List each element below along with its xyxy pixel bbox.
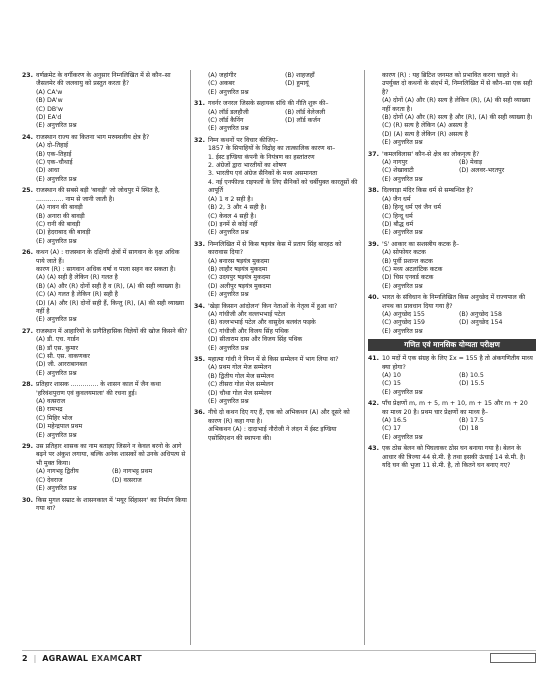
option-item: (C) शेखावाटी: [382, 167, 414, 175]
question-header: [22, 249, 188, 266]
option-item: (C) 17: [382, 425, 401, 433]
option-row: [382, 425, 536, 433]
question-number: 29.: [22, 443, 33, 451]
option-item: (D) लॉर्ड कर्जन: [285, 117, 321, 125]
option-item: (A) अनुच्छेद 155: [382, 310, 425, 318]
question-text: महात्मा गांधी ने निम्न में से किस सम्मेलन में भाग लिया था?: [208, 356, 339, 363]
options-list: [382, 372, 536, 397]
options-list: [382, 159, 536, 184]
question-header: [22, 328, 188, 336]
option-item: (B) हिन्दू धर्म एवं जैन धर्म: [382, 204, 441, 212]
option-item: (E) अनुत्तरित प्रश्न: [36, 237, 77, 245]
option-row: [208, 109, 362, 117]
question-text: कारण (R) : यह ब्रिटिश जनमत को प्रभावित करना चाहते थे।: [382, 72, 518, 79]
option-item: (D) हेदराबाद की बावड़ी: [36, 229, 91, 237]
option-item: (A) नावन की बावड़ी: [36, 204, 83, 212]
option-item: (B) (A) और (R) दोनों सही है व (R), (A) की सही व्याख्या है।: [36, 282, 181, 290]
option-item: (A) प्रथम गोल मेज सम्मेलन: [208, 364, 272, 372]
option-item: (E) अनुत्तरित प्रश्न: [36, 369, 77, 377]
question: [22, 381, 188, 440]
question-header: [22, 381, 188, 398]
footer-badge-icon: [490, 653, 536, 663]
option-item: (C) (R) सत्य है लेकिन (A) असत्य है: [382, 122, 468, 130]
option-item: (B) लाहौर षड़यंत्र मुकदमा: [208, 265, 268, 273]
options-list: [208, 258, 362, 300]
option-item: (E) अनुत्तरित प्रश्न: [382, 327, 423, 335]
option-item: (B) नागभट्ट प्रथम: [112, 468, 153, 476]
option-item: (C) तीसरा गोल मेज सम्मेलन: [208, 381, 274, 389]
option-item: (D) 15.5: [459, 380, 485, 388]
option-item: (B) दोनों (A) और (R) सत्य है और (R), (A) की सही व्याख्या है।: [382, 114, 533, 122]
option-item: (E) अनुत्तरित प्रश्न: [382, 282, 423, 290]
question-text: 'S' आकार का सशस्त्रीय कटक है–: [382, 240, 460, 248]
question: [22, 443, 188, 493]
question-header: [194, 303, 362, 311]
option-item: (A) लॉर्ड डलहौजी: [208, 108, 249, 116]
question: [368, 72, 536, 148]
options-list: [36, 398, 188, 440]
question-text: किस मुगल सम्राट के शासनकाल में 'मयूर सिंहासन' का निर्माण किया गया था?: [36, 496, 187, 512]
option-row: [382, 372, 536, 380]
option-item: (C) हिन्दू धर्म: [382, 212, 413, 220]
option-item: (E) अनुत्तरित प्रश्न: [36, 485, 77, 493]
option-item: (C) रानी की बावड़ी: [36, 220, 81, 228]
question: [368, 294, 536, 336]
option-item: (C) सी. एस. वाकणकर: [36, 353, 90, 360]
option-item: (A) दोनों (A) और (R) सत्य है लेकिन (R), (A) की सही व्याख्या नहीं करता है।: [382, 97, 531, 113]
question-paragraph: अभिकथन (A) : दादाभाई नौरोजी ने लंदन में ईस्ट इण्डिया एसोसिएशन की स्थापना की।: [208, 426, 337, 442]
option-item: (C) DB'w: [36, 105, 63, 113]
question-number: 42.: [368, 400, 379, 408]
question-number: 36.: [194, 409, 205, 417]
column-right: [368, 72, 536, 473]
column-divider: [190, 70, 191, 645]
question: [22, 249, 188, 325]
question-number: 24.: [22, 133, 33, 141]
question-number: 43.: [368, 445, 379, 453]
option-item: (D) चौथा गोल मेज सम्मेलन: [208, 389, 272, 397]
option-item: (E) अनुत्तरित प्रश्न: [382, 388, 423, 396]
question-text: 'कमलविलास' कौन-से क्षेत्र का लोकनृत्य है?: [382, 150, 480, 158]
question: [194, 409, 362, 443]
option-item: (C) 15: [382, 380, 401, 388]
options-list: [382, 311, 536, 336]
question-number: 40.: [368, 294, 379, 302]
options-list: [208, 154, 362, 238]
question-header: [368, 151, 536, 159]
question-header: [194, 409, 362, 426]
option-item: (D) अलीपुर षड़यंत्र मुकदमा: [208, 282, 271, 290]
question-header: [368, 241, 536, 249]
option-item: 2. अंग्रेजों द्वारा भारतीयों का शोषण: [208, 162, 287, 170]
options-list: [208, 109, 362, 134]
option-item: (A) वत्सराज: [36, 398, 66, 406]
option-item: (A) CA'w: [36, 88, 63, 96]
question-number: [368, 72, 382, 80]
option-item: (B) द्वितीय गोल मेज सम्मेलन: [208, 372, 274, 380]
option-item: (A) नागपुर: [382, 159, 408, 167]
section-title: गणित एवं मानसिक योग्यता परीक्षण: [368, 339, 536, 351]
option-item: (A) गांधीजी और वल्लभभाई पटेल: [208, 310, 286, 318]
option-item: (B) एक–तिहाई: [36, 150, 72, 158]
option-item: (C) देवराज: [36, 476, 63, 484]
question-header: [368, 187, 536, 195]
question: [194, 72, 362, 97]
option-item: (D) हुमायूं: [285, 80, 309, 88]
option-item: (D) 18: [459, 425, 479, 433]
option-item: 1. ईस्ट इण्डिया कंपनी के नियंत्रण का हस्तांतरण: [208, 153, 315, 161]
options-list: [36, 89, 188, 131]
option-item: (E) अनुत्तरित प्रश्न: [382, 175, 423, 183]
option-row: [36, 477, 188, 485]
question-number: 34.: [194, 302, 205, 310]
question-text: निम्न कथनों पर विचार कीजिए–: [208, 136, 279, 144]
options-list: [36, 336, 188, 378]
options-list: [382, 417, 536, 442]
option-item: (D) जी. आरराबानबल: [36, 361, 87, 369]
question: [22, 134, 188, 184]
question-number: 23.: [22, 72, 33, 79]
question-header: [22, 443, 188, 468]
question: [22, 497, 188, 514]
question-paragraph: कारण (R) : सागवान अधिक वर्षा व पाला सहन कर सकता है।: [36, 265, 176, 273]
option-item: (E) अनुत्तरित प्रश्न: [208, 125, 249, 133]
question: [368, 151, 536, 185]
question-header: [22, 72, 188, 89]
publisher-logo: AGRAWAL EXAMCART: [42, 653, 142, 663]
question-number: 31.: [194, 100, 205, 108]
option-row: [36, 468, 188, 476]
question-header: [368, 445, 536, 470]
question: [368, 355, 536, 397]
column-middle: [194, 72, 362, 446]
question-number: 28.: [22, 381, 33, 389]
option-item: (B) रामभद्र: [36, 406, 63, 414]
option-item: (E) अनुत्तरित प्रश्न: [382, 139, 423, 147]
option-item: (A) 1 व 2 सही है।: [208, 195, 253, 203]
options-list: [382, 97, 536, 147]
option-item: (A) बनारस षड़यंत्र मुकदमा: [208, 257, 270, 265]
option-item: (B) 10.5: [459, 372, 484, 379]
option-row: [382, 380, 536, 388]
question-text: भारत के संविधान के निम्नलिखित किस अनुच्छेद में राज्यपाल की शपथ का प्रावधान दिया गया है?: [382, 294, 526, 310]
option-item: 4. नई एनफील्ड राइफलों के लिए सैनिकों को चर्बीयुक्त कारतूसों की आपूर्ति: [208, 178, 358, 195]
option-item: (A) डी. एच. गार्डन: [36, 336, 79, 344]
question-text: एक ठोस बेलन को पिघलाकर ठोस घन बनाया गया है। बेलन के आधार की त्रिज्या 44 से.मी. है तथा इसकी ऊंचाई 14 से.मी. है। यदि घन की भुजा 11 से.मी. है, तो कितने घन बनाए गए?: [382, 445, 526, 470]
question: [194, 137, 362, 238]
options-list: [36, 274, 188, 324]
options-list: [36, 468, 188, 493]
option-item: (A) सोफोयर कटक: [382, 249, 426, 257]
question: [368, 400, 536, 442]
question-text: वर्णक्रमेट के वर्गीकरण के अनुसार निम्नलिखित में से कौन–सा जैसलमेर की जलवायु को प्रस्तुत करता है?: [36, 72, 171, 88]
column-left: [22, 72, 188, 516]
options-list: [36, 142, 188, 184]
question-text: राजस्थान में आहारियों के प्रागैतिहासिक विज्ञेयों की खोज किसने की?: [36, 327, 188, 335]
option-row: [382, 167, 536, 175]
question: [22, 187, 188, 246]
question: [194, 241, 362, 300]
option-item: (E) अनुत्तरित प्रश्न: [382, 229, 423, 237]
question-text: पाँच प्रेक्षणों m, m + 5, m + 10, m + 15 और m + 20 का माध्य 20 है। प्रथम चार प्रेक्षणों का माध्य है–: [382, 400, 528, 416]
question-text: राजस्थान की सबसे बड़ी 'बावड़ी' जो जोधपुर में स्थित है, .............. नाम से जानी जाती है।: [36, 187, 160, 203]
question-paragraph: उपर्युक्त दो कथनों के संदर्भ में, निम्नलिखित में से कौन–सा एक सही है?: [382, 80, 533, 96]
options-list: [208, 311, 362, 353]
page-number: 2: [22, 653, 28, 663]
option-item: (D) वत्सराज: [112, 476, 142, 484]
option-item: (D) महेन्द्रपाल प्रथम: [36, 423, 83, 431]
question-number: 37.: [368, 150, 379, 158]
question-number: 25.: [22, 187, 33, 195]
option-item: (B) अनारा की बावड़ी: [36, 212, 85, 220]
option-item: (B) लॉर्ड वेलेजली: [285, 108, 326, 116]
question-number: 39.: [368, 240, 379, 248]
question-number: 35.: [194, 356, 205, 363]
option-item: (A) दो–तिहाई: [36, 142, 69, 150]
option-item: (B) मेवाड़: [459, 159, 483, 167]
option-item: (E) अनुत्तरित प्रश्न: [208, 88, 249, 96]
option-item: (B) 2, 3 और 4 सही है।: [208, 204, 267, 212]
option-item: (B) DA'w: [36, 97, 63, 105]
option-item: (D) (A) सत्य है लेकिन (R) असत्य है: [382, 130, 468, 138]
options-list: [36, 204, 188, 246]
question-text: गवर्नर जनरल जिसके सहायक संधि की नीति शुरू की–: [208, 100, 329, 108]
question-number: 32.: [194, 136, 205, 144]
options-list: [382, 196, 536, 238]
question: [368, 241, 536, 291]
options-list: [382, 249, 536, 291]
question-header: [368, 294, 536, 311]
question-text: दिलवाड़ा मंदिर किस धर्म से सम्बन्धित है?: [382, 187, 474, 195]
question-paragraph: 1857 के सिपाहियों के विद्रोह का तात्कालिक कारण था–: [208, 145, 336, 153]
question: [194, 356, 362, 406]
option-item: (D) सीताराम दास और विजय सिंह पथिक: [208, 336, 303, 344]
question-number: 26.: [22, 249, 33, 257]
option-item: (E) अनुत्तरित प्रश्न: [208, 291, 249, 299]
question-text: निम्नलिखित में से किस षड़यंत्र केस में प्रताप सिंह बारहठ को कारावास दिया?: [208, 240, 342, 257]
question-header: [194, 100, 362, 108]
option-item: (D) इनमें से कोई नहीं: [208, 220, 258, 228]
option-item: (A) (A) सही है लेकिन (R) गलत है: [36, 274, 118, 282]
option-row: [382, 417, 536, 425]
option-item: (A) जैन धर्म: [382, 195, 411, 203]
question-text: कथन (A) : राजस्थान के दक्षिणी क्षेत्रों में सागवान के वृक्ष अधिक पाये जाते हैं।: [36, 249, 180, 265]
question: [194, 303, 362, 353]
option-item: (C) गांधीजी और विजय सिंह पथिक: [208, 327, 289, 335]
question-header: [194, 241, 362, 258]
question-header: [22, 497, 188, 514]
option-item: (E) अनुत्तरित प्रश्न: [208, 398, 249, 406]
option-item: (D) (A) और (R) दोनों सही हैं, किन्तु (R), (A) की सही व्याख्या नहीं है: [36, 299, 184, 315]
question-number: 33.: [194, 240, 205, 248]
options-list: [208, 364, 362, 406]
question-header: [22, 134, 188, 142]
option-item: (C) अकबर: [208, 80, 235, 88]
option-item: (D) चिस एनवर्ड कटक: [382, 274, 434, 282]
option-item: (C) एक–चौथाई: [36, 159, 73, 167]
option-item: (D) अलवर-भरतपुर: [459, 167, 505, 175]
option-item: (B) अनुच्छेद 158: [459, 310, 502, 318]
option-item: (C) मिहिर भोज: [36, 414, 73, 422]
option-row: [382, 319, 536, 327]
question: [368, 445, 536, 470]
option-item: (E) अनुत्तरित प्रश्न: [36, 431, 77, 439]
question-number: 30.: [22, 496, 33, 504]
question-text: प्रतिहार शासक .............. के शासन काल में जैन कथा 'हरिवंशपुराण एवं कुवलयमाला' की रचना हुई।: [36, 381, 161, 397]
option-item: (B) 17.5: [459, 417, 484, 425]
option-item: (E) अनुत्तरित प्रश्न: [382, 433, 423, 441]
question: [368, 187, 536, 237]
option-item: (D) बौद्ध धर्म: [382, 220, 414, 228]
option-item: (E) अनुत्तरित प्रश्न: [36, 316, 77, 324]
question-number: 41.: [368, 355, 379, 363]
option-item: (C) केवल 4 सही है।: [208, 212, 257, 220]
question-text: नीचे दो कथन दिए गए हैं, एक को अभिकथन (A) और दूसरे को कारण (R) कहा गया है।: [208, 409, 350, 425]
question-text: 10 मदों में एक संग्रह के लिए Σx = 155 है तो अंकगणितीय माध्य क्या होगा?: [382, 355, 533, 371]
option-item: (B) शाहजहाँ: [285, 72, 315, 79]
option-item: (A) जहांगीर: [208, 72, 237, 79]
option-item: (A) नागभट्ट द्वितीय: [36, 468, 79, 476]
option-item: (C) अनुच्छेद 159: [382, 319, 425, 327]
option-item: (A) 16.5: [382, 417, 407, 425]
question-header: [368, 355, 536, 372]
question-text: 'खेड़ा किसान आंदोलन' किन नेताओं के नेतृत्व में हुआ था?: [208, 302, 338, 310]
question-number: 27.: [22, 327, 33, 335]
option-row: [208, 80, 362, 88]
question-text: उस प्रतिहार शासक का नाम बताइए जिसने न केवल बरनो के आगे बढ़ने पर अंकुश लगाया, बल्कि अनेक शासकों को उनके अधिपत्य से भी मुक्त किया।: [36, 443, 186, 467]
question: [22, 72, 188, 131]
option-item: 3. भारतीय एवं अंग्रेज सैनिकों के मध्य असमानता: [208, 170, 318, 178]
question-text: राजस्थान राज्य का कितना भाग मरुस्थलीय क्षेत्र है?: [36, 133, 150, 141]
question: [194, 100, 362, 134]
option-item: (D) आधा: [36, 167, 60, 175]
question-header: [22, 187, 188, 204]
page-footer: 2 | AGRAWAL EXAMCART: [22, 650, 536, 665]
question-number: 38.: [368, 187, 379, 195]
options-list: [208, 72, 362, 97]
option-item: (D) अनुच्छेद 154: [459, 319, 503, 327]
option-item: (B) वल्लभभाई पटेल और वासुदेव बलवंत फड़के: [208, 319, 316, 327]
option-item: (E) अनुत्तरित प्रश्न: [36, 122, 77, 130]
option-item: (E) अनुत्तरित प्रश्न: [208, 344, 249, 352]
option-item: (D) EA'd: [36, 114, 62, 122]
option-item: (C) मध्य अटलांटिक कटक: [382, 265, 443, 273]
option-item: (E) अनुत्तरित प्रश्न: [36, 175, 77, 183]
option-item: (E) अनुत्तरित प्रश्न: [208, 229, 249, 237]
option-item: (C) (A) गलत है लेकिन (R) सही है: [36, 291, 118, 299]
option-item: (B) पूर्वी प्रशान्त कटक: [382, 257, 433, 265]
question-header: [368, 400, 536, 417]
option-item: (C) उदयपुर षड़यंत्र मुकदमा: [208, 274, 271, 282]
option-item: (C) लॉर्ड कैनिंग: [208, 117, 244, 125]
column-divider: [364, 70, 365, 645]
option-item: (A) 10: [382, 372, 401, 379]
question-header: [194, 137, 362, 145]
question: [22, 328, 188, 378]
option-item: (B) डॉ एस. कुमार: [36, 344, 79, 352]
